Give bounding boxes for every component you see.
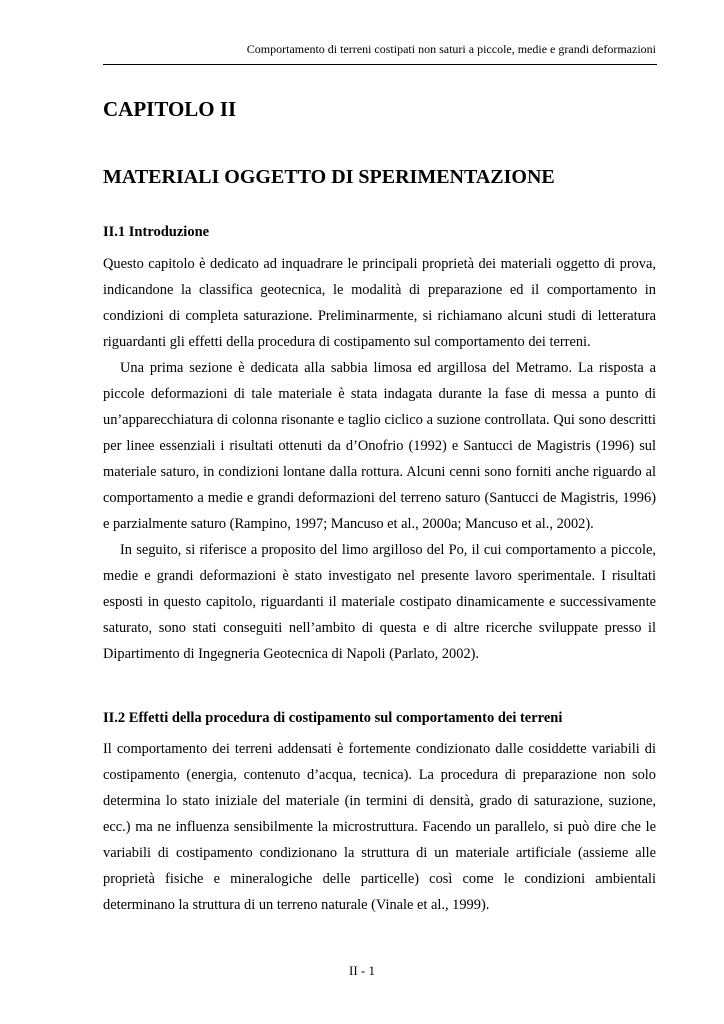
header-divider: [103, 64, 657, 65]
section-heading-costipamento: II.2 Effetti della procedura di costipamento sul comportamento dei terreni: [103, 710, 563, 726]
section-body-costipamento: [103, 736, 656, 918]
section-heading-introduzione: II.1 Introduzione: [103, 224, 210, 240]
section-body-introduzione: [103, 251, 656, 667]
paragraph: In seguito, si riferisce a proposito del limo argilloso del Po, il cui comportamento a piccole, medie e grandi deformazioni è stato investigato nel presente lavoro sperimentale. I risultati esposti in questo capitolo, riguardanti il materiale costipato dinamicamente e successivamente saturato, sono stati conseguiti nell’ambito di questa e di altre ricerche sviluppate presso il Dipartimento di Ingegneria Geotecnica di Napoli (Parlato, 2002).: [103, 542, 656, 662]
chapter-title: CAPITOLO II: [103, 97, 237, 121]
paragraph: Il comportamento dei terreni addensati è fortemente condizionato dalle cosiddette variabili di costipamento (energia, contenuto d’acqua, tecnica). La procedura di preparazione non solo determina lo stato iniziale del materiale (in termini di densità, grado di saturazione, suzione, ecc.) ma ne influenza sensibilmente la microstruttura. Facendo un parallelo, si può dire che le variabili di costipamento condizionano la struttura di un materiale artificiale (assieme alle proprietà fisiche e mineralogiche delle particelle) così come le condizioni ambientali determinano la struttura di un terreno naturale (Vinale et al., 1999).: [103, 741, 656, 913]
paragraph: Una prima sezione è dedicata alla sabbia limosa ed argillosa del Metramo. La risposta a piccole deformazioni di tale materiale è stata indagata durante la fase di messa a punto di un’apparecchiatura di colonna risonante e taglio ciclico a suzione controllata. Qui sono descritti per linee essenziali i risultati ottenuti da d’Onofrio (1992) e Santucci de Magistris (1996) sul materiale saturo, in condizioni lontane dalla rottura. Alcuni cenni sono forniti anche riguardo al comportamento a medie e grandi deformazioni del terreno saturo (Santucci de Magistris, 1996) e parzialmente saturo (Rampino, 1997; Mancuso et al., 2000a; Mancuso et al., 2002).: [103, 360, 656, 532]
page-number: II - 1: [349, 963, 375, 978]
running-header: Comportamento di terreni costipati non saturi a piccole, medie e grandi deformazioni: [246, 42, 656, 56]
paragraph: Questo capitolo è dedicato ad inquadrare le principali proprietà dei materiali oggetto di prova, indicandone la classifica geotecnica, le modalità di preparazione ed il comportamento in condizioni di completa saturazione. Preliminarmente, si richiamano alcuni studi di letteratura riguardanti gli effetti della procedura di costipamento sul comportamento dei terreni.: [103, 256, 656, 350]
chapter-subtitle: MATERIALI OGGETTO DI SPERIMENTAZIONE: [103, 166, 555, 188]
